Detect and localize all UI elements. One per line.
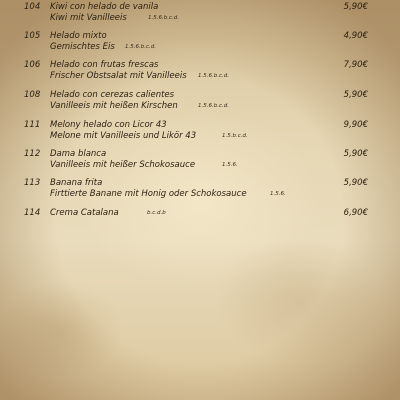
item-price: 5,90€ — [343, 149, 368, 159]
item-name-german: Vanilleeis mit heißer Schokosauce — [50, 160, 196, 170]
menu-item — [0, 207, 400, 235]
menu-item — [0, 119, 400, 147]
item-name-spanish: Melony helado con Licor 43 — [50, 120, 167, 130]
item-number: 111 — [24, 120, 41, 130]
allergen-codes: 1.5.6.b.c.d. — [198, 103, 229, 109]
item-name-german: Frischer Obstsalat mit Vanilleeis — [50, 71, 187, 81]
item-name-spanish: Dama blanca — [50, 149, 107, 159]
item-name-german: Firttierte Banane mit Honig oder Schokosauce — [50, 189, 247, 199]
item-name-spanish: Crema Catalana — [50, 208, 119, 218]
item-name-german: Melone mit Vanilleeis und Likör 43 — [50, 131, 197, 141]
allergen-codes: 1.5.6. — [270, 191, 286, 197]
item-price: 4,90€ — [343, 31, 368, 41]
allergen-codes: 1.5.6.b.c.d. — [148, 15, 179, 21]
item-price: 7,90€ — [343, 60, 368, 70]
item-price: 5,90€ — [343, 2, 368, 12]
menu-item — [0, 177, 400, 205]
item-number: 108 — [24, 90, 41, 100]
item-number: 105 — [24, 31, 41, 41]
item-name-spanish: Banana frita — [50, 178, 103, 188]
item-price: 5,90€ — [343, 90, 368, 100]
allergen-codes: 1.5.b.c.d. — [222, 133, 248, 139]
item-price: 9,90€ — [343, 120, 368, 130]
item-name-spanish: Helado mixto — [50, 31, 107, 41]
item-number: 114 — [24, 208, 41, 218]
item-number: 106 — [24, 60, 41, 70]
item-number: 113 — [24, 178, 41, 188]
menu-item — [0, 59, 400, 87]
allergen-codes: b.c.d.b — [147, 210, 166, 216]
item-number: 112 — [24, 149, 41, 159]
menu-item — [0, 1, 400, 29]
allergen-codes: 1.5.6. — [222, 162, 238, 168]
allergen-codes: 1.5.6.b.c.d. — [125, 44, 156, 50]
item-number: 104 — [24, 2, 41, 12]
item-name-german: Gemischtes Eis — [50, 42, 115, 52]
menu-item — [0, 89, 400, 117]
item-name-spanish: Helado con cerezas calientes — [50, 90, 175, 100]
item-name-german: Kiwi mit Vanilleeis — [50, 13, 127, 23]
menu-item — [0, 148, 400, 176]
item-name-spanish: Kiwi con helado de vanila — [50, 2, 159, 12]
item-price: 6,90€ — [343, 208, 368, 218]
item-name-spanish: Helado con frutas frescas — [50, 60, 159, 70]
menu-item — [0, 30, 400, 58]
item-name-german: Vanilleeis mit heißen Kirschen — [50, 101, 178, 111]
allergen-codes: 1.5.6.b.c.d. — [198, 73, 229, 79]
item-price: 5,90€ — [343, 178, 368, 188]
